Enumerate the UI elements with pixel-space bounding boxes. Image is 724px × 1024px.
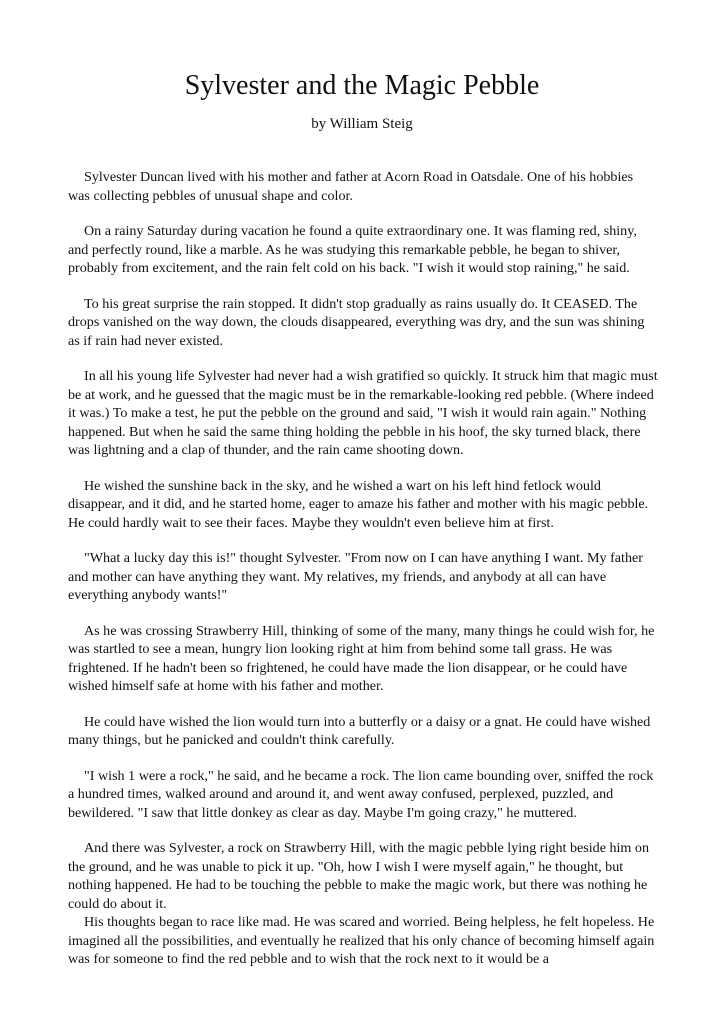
paragraph: In all his young life Sylvester had never had a wish gratified so quickly. It struck him that magic must be at work, and he guessed that the magic must be in the remarkable-looking red pebble. (Where indeed it was.) To make a test, he put the pebble on the ground and said, "I wish it would rain again." Nothing happened. But when he said the same thing holding the pebble in his hoof, the sky turned black, there was lightning and a clap of thunder, and the rain came shooting down. (68, 368, 658, 458)
paragraph: On a rainy Saturday during vacation he found a quite extraordinary one. It was flaming red, shiny, and perfectly round, like a marble. As he was studying this remarkable pebble, he began to shiver, probably from excitement, and the rain felt cold on his back. "I wish it would stop raining," he said. (68, 223, 637, 276)
paragraph: Sylvester Duncan lived with his mother and father at Acorn Road in Oatsdale. One of his hobbies was collecting pebbles of unusual shape and color. (68, 169, 634, 204)
paragraph: "I wish 1 were a rock," he said, and he became a rock. The lion came bounding over, sniffed the rock a hundred times, walked around and around it, and went away confused, perplexed, puzzled, and bewildered. "I saw that little donkey as clear as day. Maybe I'm going crazy," he muttered. (68, 767, 654, 821)
author-byline: by William Steig (311, 116, 413, 132)
paragraph: And there was Sylvester, a rock on Strawberry Hill, with the magic pebble lying right beside him on the ground, and he was unable to pick it up. "Oh, how I wish I were myself again," he thought, but nothing happened. He had to be touching the pebble to make the magic work, but there was nothing he could do about it. (68, 840, 650, 912)
paragraph: To his great surprise the rain stopped. It didn't stop gradually as rains usually do. It CEASED. The drops vanished on the way down, the clouds disappeared, everything was dry, and the sun was shining as if rain had never existed. (68, 295, 645, 349)
paragraph: As he was crossing Strawberry Hill, thinking of some of the many, many things he could wish for, he was startled to see a mean, hungry lion looking right at him from behind some tall grass. He was frightened. If he hadn't been so frightened, he could have made the lion disappear, or he could have wished himself safe at home with his father and mother. (68, 622, 655, 694)
paragraph: He wished the sunshine back in the sky, and he wished a wart on his left hind fetlock would disappear, and it did, and he started home, eager to amaze his father and mother with his magic pebble. He could hardly wait to see their faces. Maybe they wouldn't even believe him at first. (68, 477, 649, 531)
story-body (68, 168, 658, 969)
paragraph: He could have wished the lion would turn into a butterfly or a daisy or a gnat. He could have wished many things, but he panicked and couldn't think carefully. (68, 713, 651, 748)
paragraph: "What a lucky day this is!" thought Sylvester. "From now on I can have anything I want. My father and mother can have anything they want. My relatives, my friends, and anybody at all can have everything anybody wants!" (68, 550, 643, 603)
paragraph: His thoughts began to race like mad. He was scared and worried. Being helpless, he felt hopeless. He imagined all the possibilities, and eventually he realized that his only chance of becoming himself again was for someone to find the red pebble and to wish that the rock next to it would be a (68, 914, 655, 967)
page-title: Sylvester and the Magic Pebble (184, 70, 540, 101)
